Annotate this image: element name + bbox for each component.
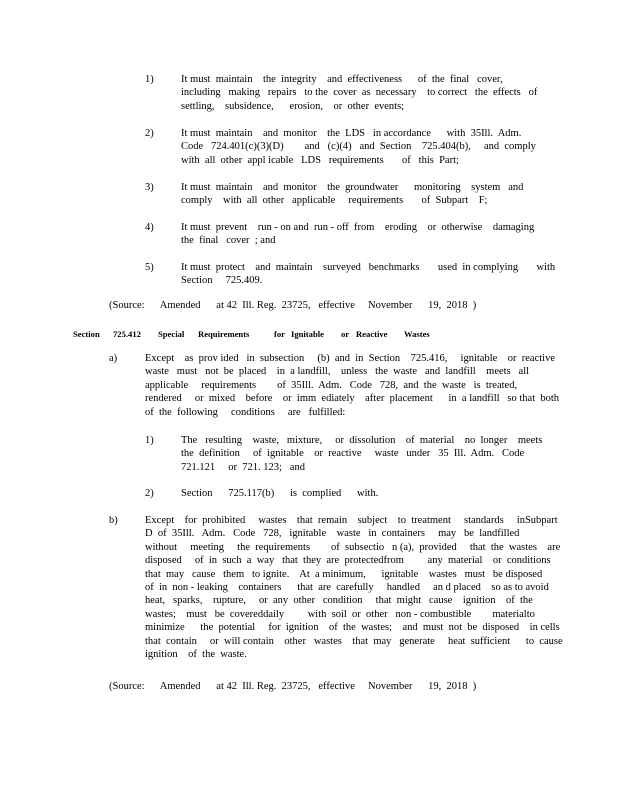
text-line: comply with all other applicable requirements of Subpart F; <box>181 195 488 207</box>
section-number: 725.412 <box>113 329 141 339</box>
item-number: 2) <box>145 488 154 499</box>
subsection-letter: a) <box>109 353 118 364</box>
text-line: that contain or will contain other wastes that may generate heat sufficient to cause <box>145 635 563 647</box>
source-note: (Source: Amended at 42 Ill. Reg. 23725, effective November 19, 2018 ) <box>109 681 477 692</box>
item-text <box>181 261 556 288</box>
section-title-word: Wastes <box>404 329 430 339</box>
section-title-word: Ignitable <box>291 329 324 339</box>
item-number: 3) <box>145 182 154 193</box>
section-title-word: Reactive <box>356 329 388 339</box>
text-line: It must prevent run - on and run - off from eroding or otherwise damaging <box>181 222 535 233</box>
text-line: Except for prohibited wastes that remain subject to treatment standards inSubpart <box>145 515 558 526</box>
text-line: Section 725.409. <box>181 275 263 287</box>
item-number: 2) <box>145 128 154 139</box>
text-line: 721.121 or 721. 123; and <box>181 461 305 473</box>
text-line: wastes; must be covereddaily with soil or other non - combustible materialto <box>145 608 535 620</box>
item-number: 4) <box>145 222 154 233</box>
text-line: that may cause them to ignite. At a minimum, ignitable wastes must be disposed <box>145 568 543 580</box>
section-heading <box>0 328 618 340</box>
section-title-word: for <box>274 329 285 339</box>
text-line: heat, sparks, rupture, or any other condition that might cause ignition of the <box>145 595 533 607</box>
text-line: with all other appl icable LDS requirements of this Part; <box>181 154 459 166</box>
text-line: It must maintain and monitor the LDS in accordance with 35Ill. Adm. <box>181 128 522 139</box>
item-number: 1) <box>145 435 154 446</box>
section-label: Section <box>73 329 100 339</box>
item-text <box>181 181 538 208</box>
item-text <box>181 221 538 248</box>
text-line: It must protect and maintain surveyed benchmarks used in complying with <box>181 262 556 273</box>
text-line: It must maintain and monitor the groundwater monitoring system and <box>181 182 524 193</box>
text-line: waste must not be placed in a landfill, unless the waste and landfill meets all <box>145 366 530 378</box>
section-title-word: Requirements <box>198 329 250 339</box>
text-line: settling, subsidence, erosion, or other events; <box>181 100 405 112</box>
item-text <box>181 434 543 474</box>
text-line: the definition of ignitable or reactive waste under 35 Ill. Adm. Code <box>181 448 525 460</box>
text-line: the final cover ; and <box>181 235 276 247</box>
text-line: rendered or mixed before or imm ediately after placement in a landfill so that both <box>145 393 560 405</box>
item-text <box>181 127 538 167</box>
section-title-word: or <box>341 329 350 339</box>
section-title-word: Special <box>158 329 185 339</box>
item-text <box>181 73 538 113</box>
text-line: The resulting waste, mixture, or dissolution of material no longer meets <box>181 435 543 446</box>
text-line: without meeting the requirements of subsectio n (a), provided that the wastes are <box>145 541 561 553</box>
subsection-letter: b) <box>109 515 118 526</box>
item-number: 1) <box>145 74 154 85</box>
subsection-text <box>145 352 560 419</box>
text-line: including making repairs to the cover as necessary to correct the effects of <box>181 87 538 99</box>
source-note: (Source: Amended at 42 Ill. Reg. 23725, effective November 19, 2018 ) <box>109 300 477 311</box>
subsection-text <box>145 514 563 661</box>
text-line: ignition of the waste. <box>145 649 247 661</box>
text-line: applicable requirements of 35Ill. Adm. Code 728, and the waste is treated, <box>145 379 518 391</box>
text-line: Code 724.401(c)(3)(D) and (c)(4) and Section 725.404(b), and comply <box>181 141 536 153</box>
item-text <box>181 487 538 500</box>
text-line: of the following conditions are fulfilled: <box>145 406 346 418</box>
item-number: 5) <box>145 262 154 273</box>
text-line: Except as prov ided in subsection (b) and in Section 725.416, ignitable or reactive <box>145 353 555 364</box>
text-line: of in non - leaking containers that are carefully handled an d placed so as to avoid <box>145 582 549 594</box>
text-line: D of 35Ill. Adm. Code 728, ignitable waste in containers may be landfilled <box>145 528 520 540</box>
text-line: Section 725.117(b) is complied with. <box>181 488 379 499</box>
text-line: disposed of in such a way that they are protectedfrom any material or conditions <box>145 555 551 567</box>
text-line: It must maintain the integrity and effectiveness of the final cover, <box>181 74 503 85</box>
text-line: minimize the potential for ignition of the wastes; and must not be disposed in cells <box>145 622 560 634</box>
